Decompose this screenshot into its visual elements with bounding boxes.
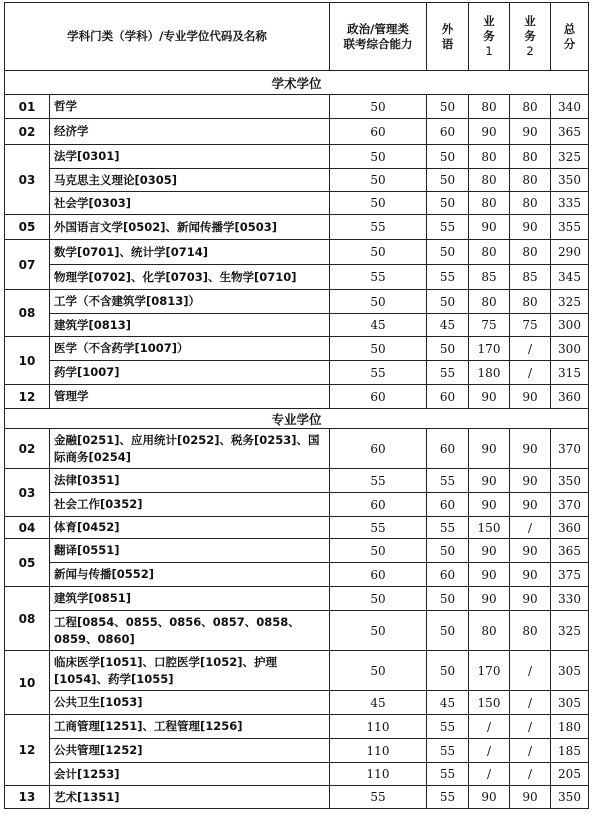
- business-2-score: 90: [510, 469, 551, 493]
- discipline-name: 体育[0452]: [50, 517, 330, 539]
- discipline-code: 12: [5, 715, 50, 786]
- politics-score: 50: [330, 611, 427, 651]
- discipline-name: 金融[0251]、应用统计[0252]、税务[0253]、国际商务[0254]: [50, 429, 330, 469]
- total-score: 300: [551, 314, 589, 337]
- table-row: [5, 145, 589, 169]
- discipline-name: 哲学: [50, 95, 330, 119]
- foreign-language-score: 45: [427, 691, 469, 715]
- business-2-score: 90: [510, 493, 551, 517]
- business-2-score: 80: [510, 145, 551, 169]
- discipline-name: 会计[1253]: [50, 763, 330, 786]
- foreign-language-score: 50: [427, 611, 469, 651]
- table-row: [5, 169, 589, 192]
- header-biz1-char2: 务: [483, 29, 495, 43]
- table-row: [5, 469, 589, 493]
- business-1-score: 90: [469, 539, 510, 563]
- header-biz2-char2: 务: [524, 29, 536, 43]
- business-2-score: 80: [510, 169, 551, 192]
- total-score: 370: [551, 493, 589, 517]
- business-2-score: /: [510, 763, 551, 786]
- section-title: 专业学位: [5, 409, 589, 429]
- discipline-name: 建筑学[0813]: [50, 314, 330, 337]
- foreign-language-score: 55: [427, 361, 469, 385]
- discipline-name: 工商管理[1251]、工程管理[1256]: [50, 715, 330, 739]
- politics-score: 50: [330, 145, 427, 169]
- foreign-language-score: 55: [427, 786, 469, 809]
- foreign-language-score: 55: [427, 215, 469, 240]
- section-row-academic: [5, 71, 589, 95]
- business-2-score: /: [510, 517, 551, 539]
- politics-score: 50: [330, 587, 427, 611]
- discipline-name: 马克思主义理论[0305]: [50, 169, 330, 192]
- discipline-name: 新闻与传播[0552]: [50, 563, 330, 587]
- total-score: 360: [551, 517, 589, 539]
- politics-score: 50: [330, 95, 427, 119]
- discipline-name: 药学[1007]: [50, 361, 330, 385]
- foreign-language-score: 55: [427, 265, 469, 290]
- discipline-name: 公共卫生[1053]: [50, 691, 330, 715]
- section-title: 学术学位: [5, 71, 589, 95]
- section-row-professional: [5, 409, 589, 429]
- politics-score: 110: [330, 715, 427, 739]
- foreign-language-score: 55: [427, 715, 469, 739]
- foreign-language-score: 55: [427, 517, 469, 539]
- politics-score: 55: [330, 517, 427, 539]
- politics-score: 55: [330, 265, 427, 290]
- business-1-score: 80: [469, 611, 510, 651]
- business-1-score: 90: [469, 563, 510, 587]
- business-1-score: 75: [469, 314, 510, 337]
- politics-score: 60: [330, 119, 427, 145]
- business-2-score: 80: [510, 290, 551, 314]
- table-row: [5, 651, 589, 691]
- business-1-score: 85: [469, 265, 510, 290]
- discipline-code: 08: [5, 290, 50, 337]
- business-1-score: 90: [469, 493, 510, 517]
- politics-score: 50: [330, 290, 427, 314]
- discipline-name: 法律[0351]: [50, 469, 330, 493]
- business-1-score: 90: [469, 215, 510, 240]
- discipline-code: 12: [5, 385, 50, 409]
- header-politics-line2: 联考综合能力: [343, 36, 413, 51]
- discipline-name: 外国语言文学[0502]、新闻传播学[0503]: [50, 215, 330, 240]
- table-row: [5, 314, 589, 337]
- business-1-score: /: [469, 763, 510, 786]
- discipline-name: 医学（不含药学[1007]）: [50, 337, 330, 361]
- business-2-score: 80: [510, 192, 551, 215]
- header-biz2: [510, 3, 551, 71]
- total-score: 300: [551, 337, 589, 361]
- discipline-code: 10: [5, 651, 50, 715]
- business-1-score: /: [469, 739, 510, 763]
- table-row: [5, 587, 589, 611]
- table-row: [5, 385, 589, 409]
- discipline-name: 社会学[0303]: [50, 192, 330, 215]
- total-score: 360: [551, 385, 589, 409]
- total-score: 315: [551, 361, 589, 385]
- header-foreign-char1: 外: [441, 21, 454, 36]
- table-row: [5, 493, 589, 517]
- foreign-language-score: 60: [427, 385, 469, 409]
- table-row: [5, 215, 589, 240]
- foreign-language-score: 55: [427, 763, 469, 786]
- discipline-name: 经济学: [50, 119, 330, 145]
- discipline-name: 艺术[1351]: [50, 786, 330, 809]
- total-score: 340: [551, 95, 589, 119]
- table-row: [5, 119, 589, 145]
- total-score: 330: [551, 587, 589, 611]
- discipline-code: 08: [5, 587, 50, 651]
- table-row: [5, 290, 589, 314]
- politics-score: 60: [330, 429, 427, 469]
- business-2-score: 85: [510, 265, 551, 290]
- business-2-score: 90: [510, 119, 551, 145]
- politics-score: 55: [330, 215, 427, 240]
- table-row: [5, 715, 589, 739]
- header-total: [551, 3, 589, 71]
- business-1-score: 90: [469, 429, 510, 469]
- business-2-score: 90: [510, 539, 551, 563]
- business-1-score: 170: [469, 337, 510, 361]
- table-row: [5, 361, 589, 385]
- politics-score: 50: [330, 240, 427, 265]
- total-score: 365: [551, 539, 589, 563]
- politics-score: 110: [330, 763, 427, 786]
- table-row: [5, 786, 589, 809]
- total-score: 325: [551, 290, 589, 314]
- business-1-score: 80: [469, 95, 510, 119]
- header-foreign: [427, 3, 469, 71]
- table-row: [5, 265, 589, 290]
- discipline-name: 工学（不含建筑学[0813]）: [50, 290, 330, 314]
- politics-score: 50: [330, 337, 427, 361]
- politics-score: 110: [330, 739, 427, 763]
- politics-score: 50: [330, 539, 427, 563]
- business-2-score: 90: [510, 786, 551, 809]
- business-1-score: 80: [469, 145, 510, 169]
- discipline-name: 管理学: [50, 385, 330, 409]
- total-score: 205: [551, 763, 589, 786]
- business-2-score: /: [510, 651, 551, 691]
- foreign-language-score: 45: [427, 314, 469, 337]
- table-body: [5, 71, 589, 809]
- business-1-score: 80: [469, 290, 510, 314]
- total-score: 325: [551, 145, 589, 169]
- foreign-language-score: 50: [427, 337, 469, 361]
- total-score: 290: [551, 240, 589, 265]
- discipline-name: 公共管理[1252]: [50, 739, 330, 763]
- business-2-score: /: [510, 337, 551, 361]
- business-2-score: 90: [510, 215, 551, 240]
- discipline-name: 工程[0854、0855、0856、0857、0858、0859、0860]: [50, 611, 330, 651]
- discipline-name: 临床医学[1051]、口腔医学[1052]、护理[1054]、药学[1055]: [50, 651, 330, 691]
- business-1-score: 170: [469, 651, 510, 691]
- business-2-score: /: [510, 361, 551, 385]
- politics-score: 60: [330, 385, 427, 409]
- header-total-char2: 分: [563, 36, 576, 51]
- table-row: [5, 192, 589, 215]
- total-score: 185: [551, 739, 589, 763]
- discipline-code: 02: [5, 429, 50, 469]
- total-score: 350: [551, 469, 589, 493]
- discipline-code: 03: [5, 469, 50, 517]
- politics-score: 45: [330, 691, 427, 715]
- business-1-score: 90: [469, 385, 510, 409]
- discipline-code: 05: [5, 539, 50, 587]
- foreign-language-score: 55: [427, 739, 469, 763]
- foreign-language-score: 60: [427, 429, 469, 469]
- table-row: [5, 691, 589, 715]
- discipline-code: 03: [5, 145, 50, 215]
- discipline-code: 05: [5, 215, 50, 240]
- table-row: [5, 429, 589, 469]
- business-2-score: 75: [510, 314, 551, 337]
- score-table-container: [4, 2, 589, 809]
- foreign-language-score: 60: [427, 119, 469, 145]
- total-score: 305: [551, 651, 589, 691]
- total-score: 325: [551, 611, 589, 651]
- total-score: 350: [551, 169, 589, 192]
- discipline-code: 02: [5, 119, 50, 145]
- total-score: 345: [551, 265, 589, 290]
- header-total-char1: 总: [563, 21, 576, 36]
- header-foreign-char2: 语: [441, 36, 454, 51]
- total-score: 335: [551, 192, 589, 215]
- foreign-language-score: 60: [427, 563, 469, 587]
- business-2-score: /: [510, 691, 551, 715]
- business-2-score: 80: [510, 240, 551, 265]
- total-score: 180: [551, 715, 589, 739]
- business-1-score: 90: [469, 469, 510, 493]
- business-1-score: 90: [469, 587, 510, 611]
- discipline-code: 10: [5, 337, 50, 385]
- total-score: 305: [551, 691, 589, 715]
- table-row: [5, 563, 589, 587]
- politics-score: 45: [330, 314, 427, 337]
- score-table: [4, 2, 589, 809]
- total-score: 365: [551, 119, 589, 145]
- foreign-language-score: 50: [427, 290, 469, 314]
- table-row: [5, 763, 589, 786]
- business-1-score: 150: [469, 517, 510, 539]
- business-1-score: 80: [469, 169, 510, 192]
- discipline-code: 07: [5, 240, 50, 290]
- politics-score: 50: [330, 169, 427, 192]
- table-row: [5, 611, 589, 651]
- discipline-name: 法学[0301]: [50, 145, 330, 169]
- discipline-name: 物理学[0702]、化学[0703]、生物学[0710]: [50, 265, 330, 290]
- foreign-language-score: 50: [427, 587, 469, 611]
- business-2-score: 90: [510, 429, 551, 469]
- foreign-language-score: 55: [427, 469, 469, 493]
- business-1-score: 180: [469, 361, 510, 385]
- header-biz1-char1: 业: [483, 14, 495, 28]
- total-score: 370: [551, 429, 589, 469]
- foreign-language-score: 50: [427, 169, 469, 192]
- politics-score: 50: [330, 192, 427, 215]
- table-row: [5, 539, 589, 563]
- header-row: [5, 3, 589, 71]
- header-subject-name: 学科门类（学科）/专业学位代码及名称: [5, 3, 330, 71]
- business-2-score: 90: [510, 587, 551, 611]
- business-2-score: /: [510, 715, 551, 739]
- discipline-code: 04: [5, 517, 50, 539]
- table-row: [5, 240, 589, 265]
- business-2-score: 90: [510, 385, 551, 409]
- business-2-score: /: [510, 739, 551, 763]
- foreign-language-score: 50: [427, 95, 469, 119]
- table-row: [5, 95, 589, 119]
- foreign-language-score: 60: [427, 493, 469, 517]
- foreign-language-score: 50: [427, 539, 469, 563]
- business-1-score: 90: [469, 119, 510, 145]
- business-1-score: /: [469, 715, 510, 739]
- business-2-score: 80: [510, 611, 551, 651]
- business-1-score: 80: [469, 240, 510, 265]
- total-score: 375: [551, 563, 589, 587]
- discipline-name: 建筑学[0851]: [50, 587, 330, 611]
- business-1-score: 80: [469, 192, 510, 215]
- foreign-language-score: 50: [427, 145, 469, 169]
- business-1-score: 150: [469, 691, 510, 715]
- politics-score: 50: [330, 651, 427, 691]
- foreign-language-score: 50: [427, 651, 469, 691]
- table-row: [5, 739, 589, 763]
- total-score: 350: [551, 786, 589, 809]
- header-politics: [330, 3, 427, 71]
- foreign-language-score: 50: [427, 192, 469, 215]
- header-politics-line1: 政治/管理类: [347, 21, 409, 36]
- politics-score: 55: [330, 469, 427, 493]
- politics-score: 60: [330, 563, 427, 587]
- header-biz1: [469, 3, 510, 71]
- table-row: [5, 337, 589, 361]
- header-biz2-char3: 2: [526, 44, 534, 58]
- table-row: [5, 517, 589, 539]
- discipline-code: 01: [5, 95, 50, 119]
- discipline-name: 数学[0701]、统计学[0714]: [50, 240, 330, 265]
- header-biz2-char1: 业: [524, 14, 536, 28]
- politics-score: 55: [330, 786, 427, 809]
- discipline-code: 13: [5, 786, 50, 809]
- discipline-name: 翻译[0551]: [50, 539, 330, 563]
- business-2-score: 80: [510, 95, 551, 119]
- business-2-score: 90: [510, 563, 551, 587]
- total-score: 355: [551, 215, 589, 240]
- politics-score: 60: [330, 493, 427, 517]
- discipline-name: 社会工作[0352]: [50, 493, 330, 517]
- politics-score: 55: [330, 361, 427, 385]
- header-biz1-char3: 1: [485, 44, 493, 58]
- business-1-score: 90: [469, 786, 510, 809]
- foreign-language-score: 50: [427, 240, 469, 265]
